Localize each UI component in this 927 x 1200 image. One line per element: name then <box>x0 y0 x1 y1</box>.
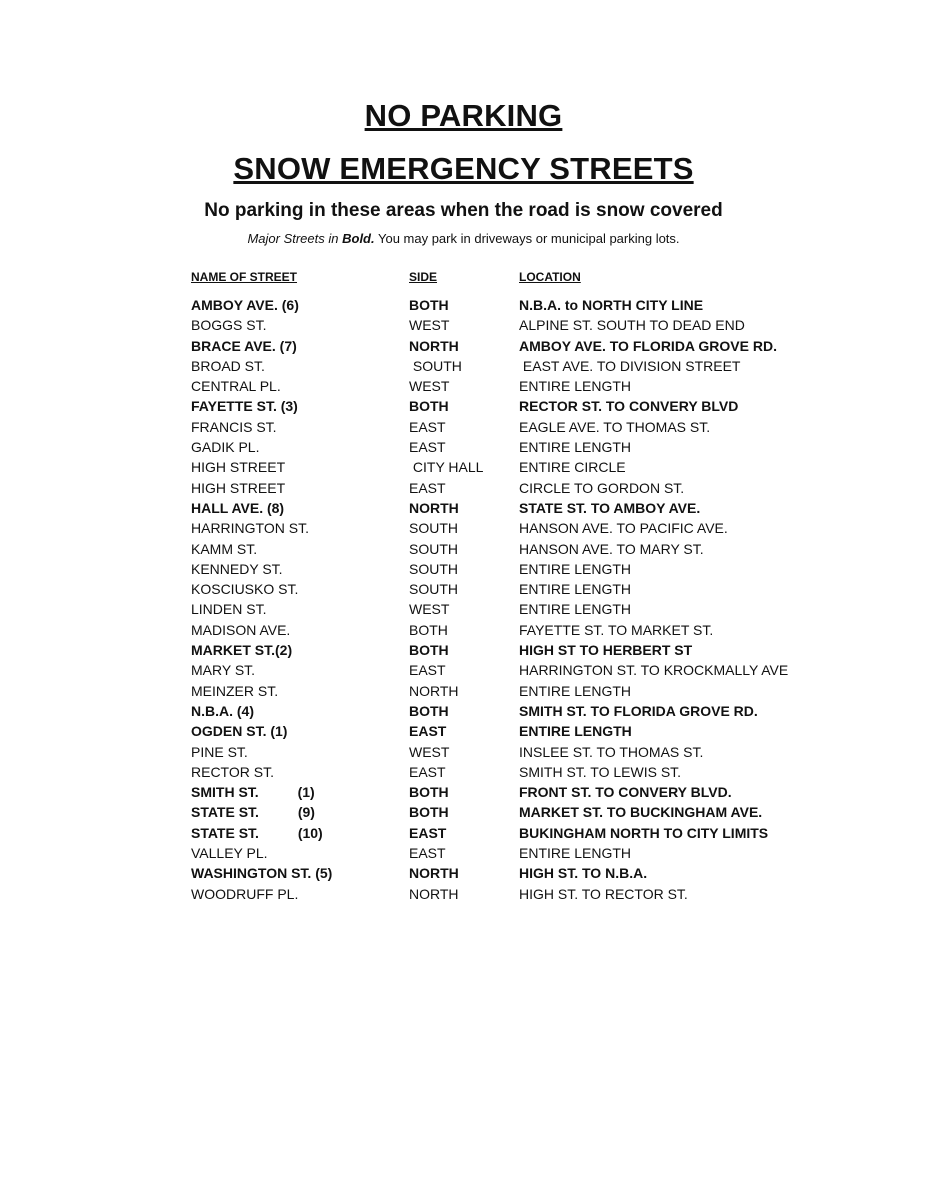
street-location: HIGH ST. TO RECTOR ST. <box>519 885 688 902</box>
street-side: BOTH <box>409 702 449 719</box>
street-location: EAST AVE. TO DIVISION STREET <box>519 357 741 374</box>
street-side: NORTH <box>409 865 459 882</box>
street-side: EAST <box>409 418 446 435</box>
street-side: BOTH <box>409 804 449 821</box>
table-row <box>191 640 831 660</box>
street-name: WASHINGTON ST. (5) <box>191 865 333 882</box>
street-location: ALPINE ST. SOUTH TO DEAD END <box>519 317 745 334</box>
street-name: HIGH STREET <box>191 459 286 476</box>
street-name: FAYETTE ST. (3) <box>191 398 298 415</box>
street-name: HIGH STREET <box>191 479 286 496</box>
street-side: EAST <box>409 439 446 456</box>
street-location: SMITH ST. TO FLORIDA GROVE RD. <box>519 702 758 719</box>
table-row <box>191 884 831 904</box>
table-row <box>191 660 831 680</box>
street-location: HANSON AVE. TO PACIFIC AVE. <box>519 520 728 537</box>
street-name: MARKET ST.(2) <box>191 642 293 659</box>
street-side: SOUTH <box>409 581 458 598</box>
note-rest: You may park in driveways or municipal parking lots. <box>374 231 680 246</box>
title-no-parking: NO PARKING <box>364 98 563 133</box>
street-side: EAST <box>409 662 446 679</box>
table-row <box>191 417 831 437</box>
title-snow-emergency-streets: SNOW EMERGENCY STREETS <box>233 151 694 186</box>
street-name: CENTRAL PL. <box>191 378 281 395</box>
table-row <box>191 742 831 762</box>
street-side: SOUTH <box>409 520 458 537</box>
street-location: ENTIRE LENGTH <box>519 560 632 577</box>
table-row <box>191 356 831 376</box>
street-location: ENTIRE LENGTH <box>519 723 632 740</box>
table-row <box>191 478 831 498</box>
street-name: PINE ST. <box>191 743 248 760</box>
street-side: WEST <box>409 743 450 760</box>
street-location: ENTIRE LENGTH <box>519 439 632 456</box>
street-location: RECTOR ST. TO CONVERY BLVD <box>519 398 739 415</box>
street-location: FAYETTE ST. TO MARKET ST. <box>519 621 714 638</box>
street-name: SMITH ST. (1) <box>191 784 315 801</box>
street-location: CIRCLE TO GORDON ST. <box>519 479 685 496</box>
table-row <box>191 823 831 843</box>
table-row <box>191 518 831 538</box>
table-row <box>191 295 831 315</box>
street-location: SMITH ST. TO LEWIS ST. <box>519 763 682 780</box>
street-side: EAST <box>409 763 446 780</box>
table-row <box>191 498 831 518</box>
street-location: HIGH ST TO HERBERT ST <box>519 642 693 659</box>
table-row <box>191 559 831 579</box>
street-location: FRONT ST. TO CONVERY BLVD. <box>519 784 732 801</box>
street-name: MEINZER ST. <box>191 682 279 699</box>
street-name: FRANCIS ST. <box>191 418 277 435</box>
street-location: BUKINGHAM NORTH TO CITY LIMITS <box>519 824 769 841</box>
street-side: NORTH <box>409 682 459 699</box>
subtitle: No parking in these areas when the road is snow covered <box>204 200 723 221</box>
street-side: WEST <box>409 378 450 395</box>
table-row <box>191 721 831 741</box>
street-location: STATE ST. TO AMBOY AVE. <box>519 499 701 516</box>
street-name: BRACE AVE. (7) <box>191 337 297 354</box>
street-location: ENTIRE LENGTH <box>519 682 632 699</box>
street-name: HARRINGTON ST. <box>191 520 309 537</box>
table-header <box>191 268 831 286</box>
street-side: SOUTH <box>409 540 458 557</box>
street-location: EAGLE AVE. TO THOMAS ST. <box>519 418 711 435</box>
table-row <box>191 579 831 599</box>
street-side: SOUTH <box>409 357 462 374</box>
table-row <box>191 701 831 721</box>
street-location: ENTIRE CIRCLE <box>519 459 626 476</box>
street-side: SOUTH <box>409 560 458 577</box>
street-location: ENTIRE LENGTH <box>519 378 632 395</box>
street-name: N.B.A. (4) <box>191 702 254 719</box>
table-row <box>191 457 831 477</box>
table-row <box>191 843 831 863</box>
streets-table <box>191 268 831 904</box>
street-name: STATE ST. (9) <box>191 804 315 821</box>
table-row <box>191 437 831 457</box>
street-side: EAST <box>409 824 447 841</box>
street-location: AMBOY AVE. TO FLORIDA GROVE RD. <box>519 337 777 354</box>
street-name: OGDEN ST. (1) <box>191 723 288 740</box>
table-row <box>191 802 831 822</box>
street-name: KAMM ST. <box>191 540 258 557</box>
street-name: STATE ST. (10) <box>191 824 323 841</box>
street-side: CITY HALL <box>409 459 484 476</box>
table-row <box>191 599 831 619</box>
street-name: KENNEDY ST. <box>191 560 283 577</box>
note-bold: Bold. <box>342 231 375 246</box>
street-name: MADISON AVE. <box>191 621 291 638</box>
table-row <box>191 863 831 883</box>
column-header-location: LOCATION <box>519 270 581 284</box>
street-side: NORTH <box>409 499 459 516</box>
table-row <box>191 315 831 335</box>
street-side: EAST <box>409 723 447 740</box>
street-location: HIGH ST. TO N.B.A. <box>519 865 648 882</box>
street-name: BROAD ST. <box>191 357 265 374</box>
street-side: NORTH <box>409 885 459 902</box>
table-row <box>191 782 831 802</box>
street-side: EAST <box>409 845 446 862</box>
street-name: VALLEY PL. <box>191 845 268 862</box>
street-side: BOTH <box>409 398 449 415</box>
street-name: WOODRUFF PL. <box>191 885 299 902</box>
table-row <box>191 336 831 356</box>
street-location: ENTIRE LENGTH <box>519 581 632 598</box>
street-side: NORTH <box>409 337 459 354</box>
street-location: HANSON AVE. TO MARY ST. <box>519 540 704 557</box>
street-side: BOTH <box>409 297 449 313</box>
street-name: MARY ST. <box>191 662 256 679</box>
street-name: RECTOR ST. <box>191 763 274 780</box>
street-side: EAST <box>409 479 446 496</box>
table-row <box>191 376 831 396</box>
table-row <box>191 762 831 782</box>
street-location: INSLEE ST. TO THOMAS ST. <box>519 743 704 760</box>
table-row <box>191 539 831 559</box>
table-row <box>191 396 831 416</box>
street-location: MARKET ST. TO BUCKINGHAM AVE. <box>519 804 763 821</box>
street-side: WEST <box>409 601 450 618</box>
table-body <box>191 295 831 904</box>
street-location: N.B.A. to NORTH CITY LINE <box>519 297 704 313</box>
column-header-name: NAME OF STREET <box>191 270 298 284</box>
street-location: HARRINGTON ST. TO KROCKMALLY AVE <box>519 662 789 679</box>
street-location: ENTIRE LENGTH <box>519 845 632 862</box>
street-side: BOTH <box>409 642 449 659</box>
street-name: GADIK PL. <box>191 439 260 456</box>
street-name: HALL AVE. (8) <box>191 499 285 516</box>
table-row <box>191 681 831 701</box>
table-row <box>191 620 831 640</box>
street-side: BOTH <box>409 621 448 638</box>
street-name: AMBOY AVE. (6) <box>191 297 299 313</box>
street-side: BOTH <box>409 784 449 801</box>
street-name: KOSCIUSKO ST. <box>191 581 299 598</box>
note <box>0 232 927 245</box>
note-italic: Major Streets in <box>247 231 343 246</box>
street-location: ENTIRE LENGTH <box>519 601 632 618</box>
column-header-side: SIDE <box>409 270 438 284</box>
street-name: LINDEN ST. <box>191 601 267 618</box>
street-side: WEST <box>409 317 450 334</box>
street-name: BOGGS ST. <box>191 317 267 334</box>
